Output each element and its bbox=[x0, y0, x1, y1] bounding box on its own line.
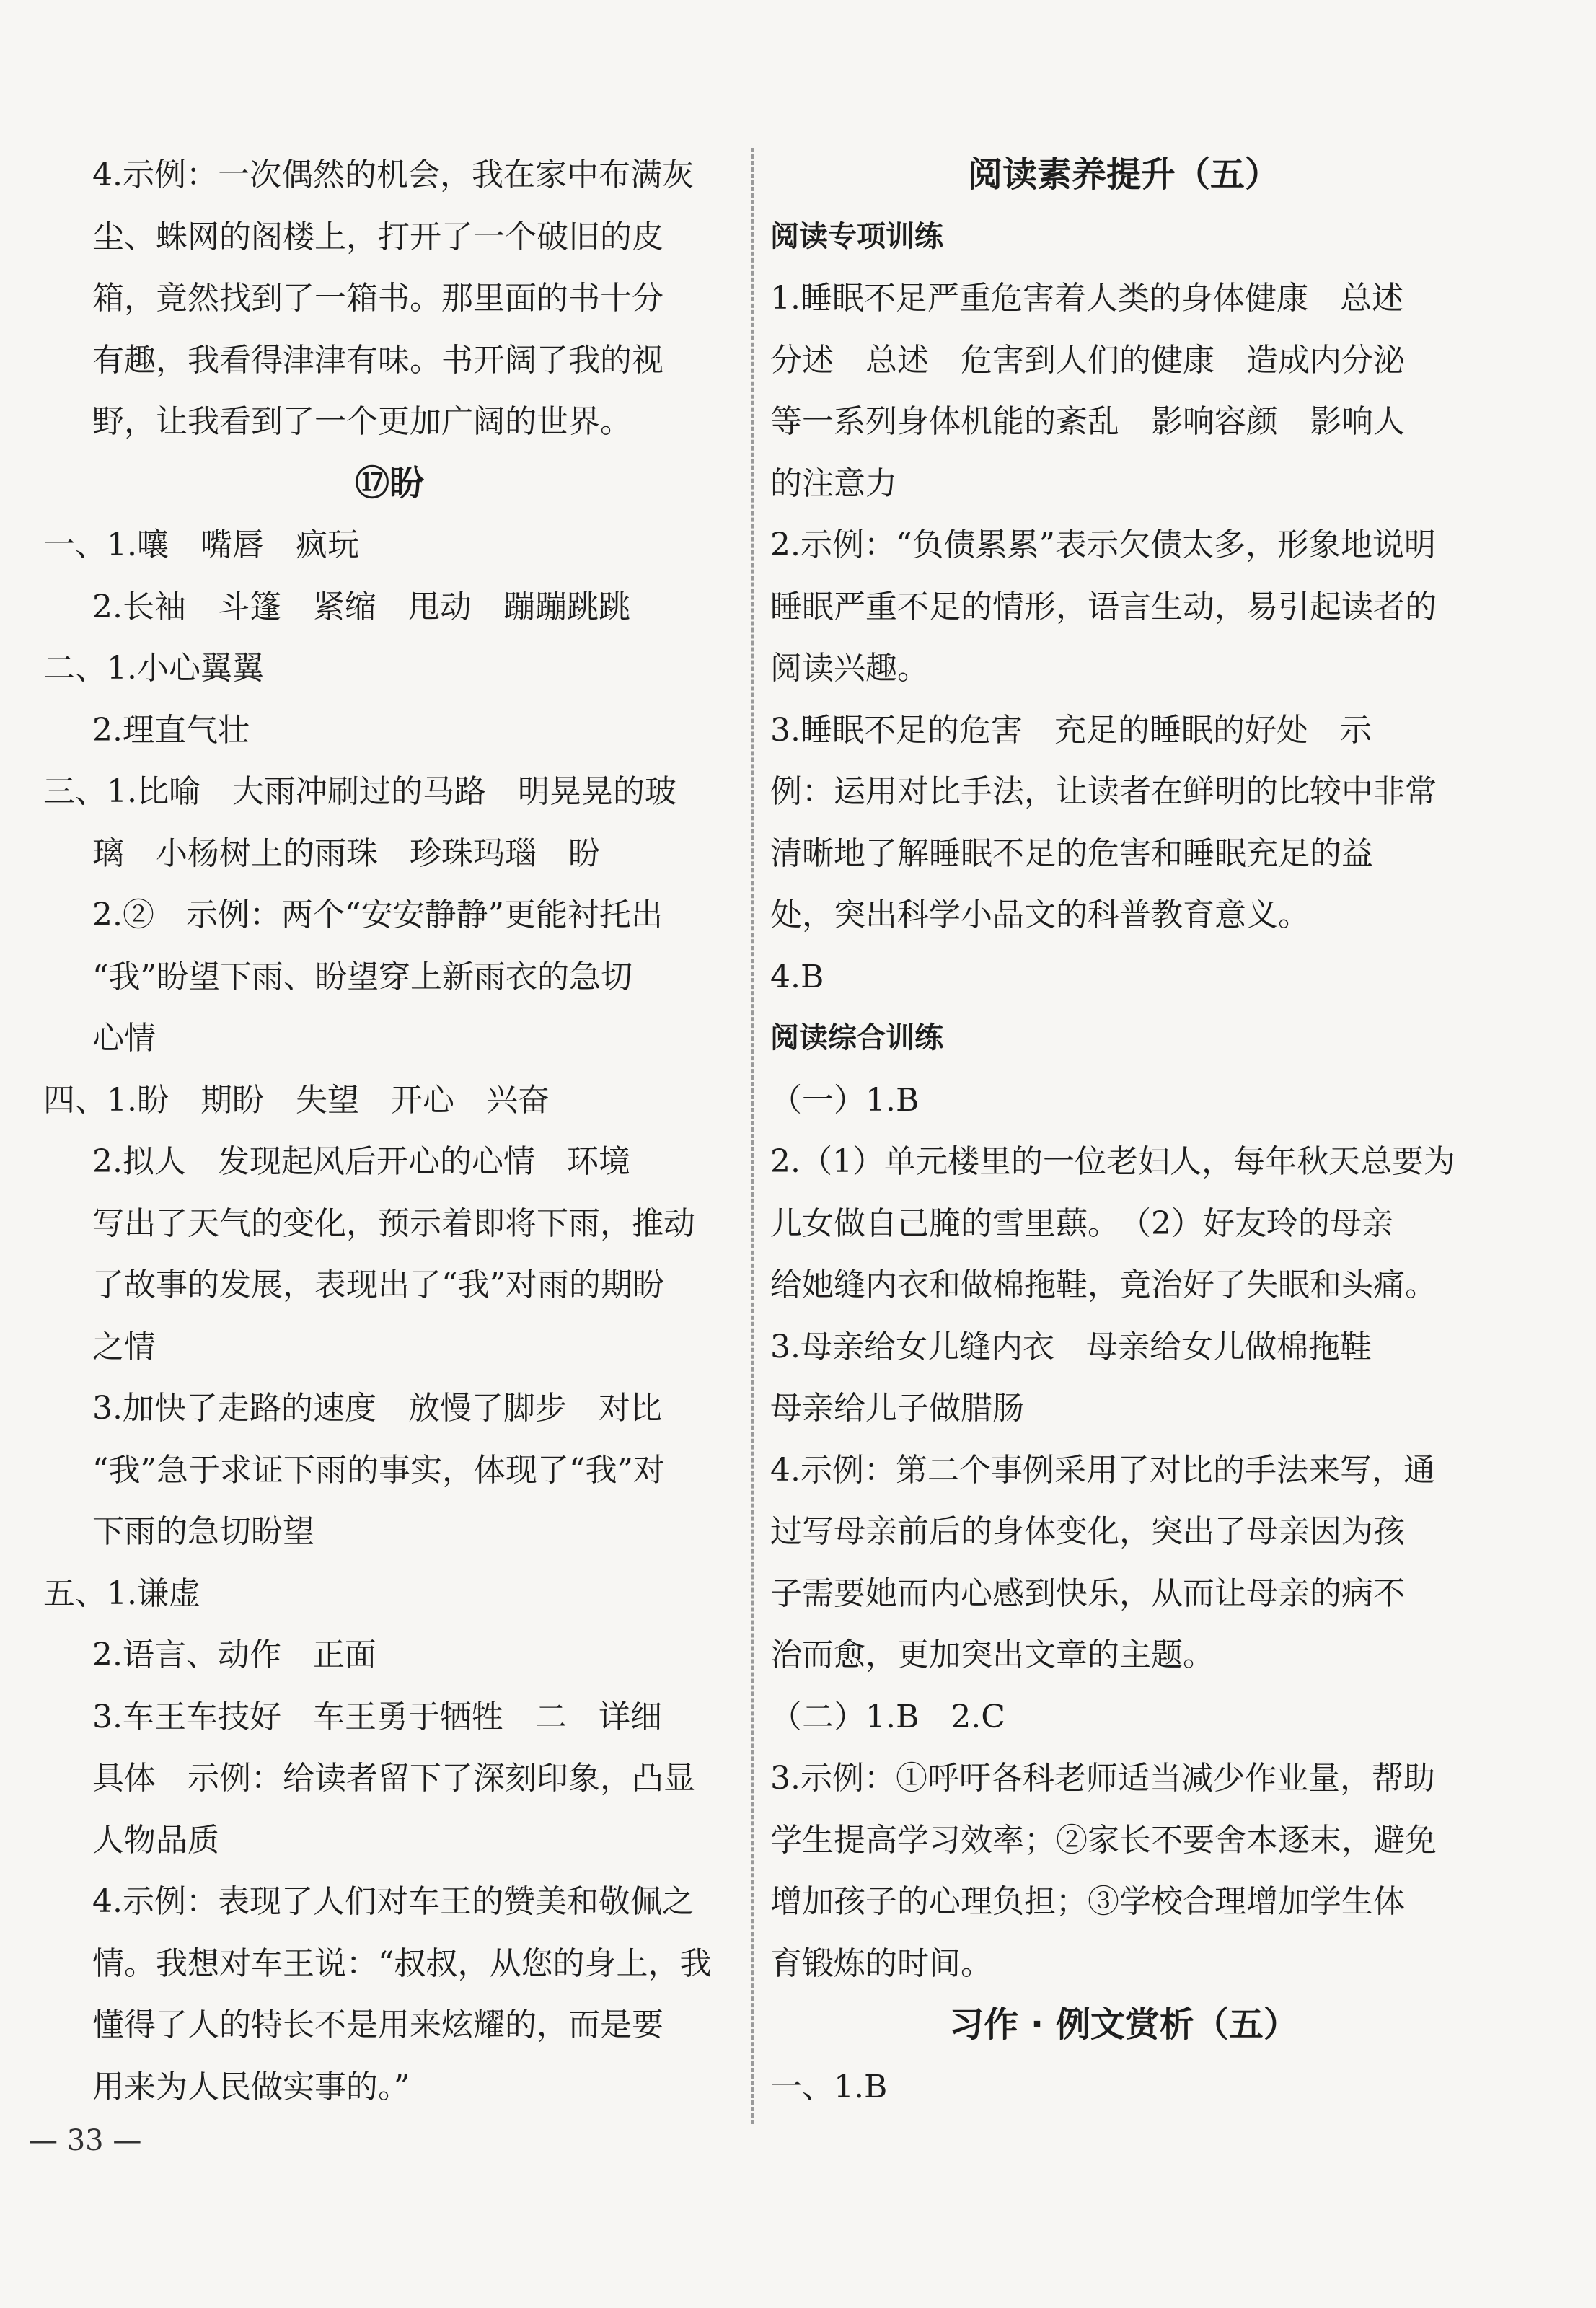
answer-line: 具体 示例：给读者留下了深刻印象，凸显 bbox=[92, 1760, 695, 1797]
answer-line: 2.示例：“负债累累”表示欠债太多，形象地说明 bbox=[770, 527, 1436, 563]
section-title: 阅读素养提升（五） bbox=[967, 154, 1279, 195]
answer-line: “我”急于求证下雨的事实，体现了“我”对 bbox=[92, 1451, 665, 1489]
answer-line: 的注意力 bbox=[770, 464, 897, 502]
answer-line: 写出了天气的变化，预示着即将下雨，推动 bbox=[92, 1204, 695, 1242]
page-number: — 33 — bbox=[29, 2124, 142, 2157]
answer-line: 4.示例：表现了人们对车王的赞美和敬佩之 bbox=[92, 1883, 694, 1920]
answer-line: 情。我想对车王说：“叔叔，从您的身上，我 bbox=[92, 1944, 712, 1982]
answer-line: 清晰地了解睡眠不足的危害和睡眠充足的益 bbox=[770, 834, 1373, 872]
answer-line: 3.车王车技好 车王勇于牺牲 二 详细 bbox=[92, 1698, 662, 1735]
answer-line: 子需要她而内心感到快乐，从而让母亲的病不 bbox=[770, 1574, 1405, 1612]
answer-line: 儿女做自己腌的雪里蕻。 （2）好友玲的母亲 bbox=[770, 1204, 1393, 1242]
answer-line: 增加孩子的心理负担；③学校合理增加学生体 bbox=[770, 1883, 1405, 1920]
answer-line: 一、1.B bbox=[770, 2068, 888, 2105]
answer-line: 2.语言、动作 正面 bbox=[92, 1637, 376, 1673]
lesson-title: ⑰盼 bbox=[354, 462, 424, 503]
answer-line: 4.B bbox=[770, 958, 824, 995]
answer-line: 五、1.谦虚 bbox=[43, 1574, 200, 1612]
answer-line: 2.② 示例：两个“安安静静”更能衬托出 bbox=[92, 897, 663, 933]
answer-line: 尘、蛛网的阁楼上，打开了一个破旧的皮 bbox=[92, 218, 663, 255]
answer-line: 用来为人民做实事的。” bbox=[92, 2068, 410, 2105]
answer-line: 箱，竟然找到了一箱书。那里面的书十分 bbox=[92, 280, 663, 317]
section-title: 习作 · 例文赏析（五） bbox=[949, 2004, 1298, 2045]
answer-line: 3.母亲给女儿缝内衣 母亲给女儿做棉拖鞋 bbox=[770, 1328, 1372, 1365]
answer-line: 2.拟人 发现起风后开心的心情 环境 bbox=[92, 1143, 630, 1180]
answer-line: 懂得了人的特长不是用来炫耀的，而是要 bbox=[92, 2007, 663, 2043]
answer-line: 2.长袖 斗篷 紧缩 甩动 蹦蹦跳跳 bbox=[92, 588, 630, 625]
answer-line: 过写母亲前后的身体变化，突出了母亲因为孩 bbox=[770, 1513, 1405, 1550]
answer-line: 3.示例：①呼吁各科老师适当减少作业量，帮助 bbox=[770, 1760, 1435, 1797]
answer-line: 治而愈，更加突出文章的主题。 bbox=[770, 1637, 1214, 1673]
answer-line: 3.睡眠不足的危害 充足的睡眠的好处 示 bbox=[770, 711, 1372, 749]
answer-line: 育锻炼的时间。 bbox=[770, 1944, 992, 1982]
answer-line: 给她缝内衣和做棉拖鞋，竟治好了失眠和头痛。 bbox=[770, 1267, 1437, 1303]
answer-line: 二、1.小心翼翼 bbox=[43, 650, 264, 687]
answer-line: 人物品质 bbox=[92, 1821, 219, 1859]
answer-line: 一、1.嚷 嘴唇 疯玩 bbox=[43, 527, 359, 563]
answer-line: 了故事的发展，表现出了“我”对雨的期盼 bbox=[92, 1267, 664, 1303]
answer-line: 之情 bbox=[92, 1328, 156, 1365]
answer-line: “我”盼望下雨、盼望穿上新雨衣的急切 bbox=[92, 958, 632, 995]
answer-line: 3.加快了走路的速度 放慢了脚步 对比 bbox=[92, 1390, 662, 1427]
answer-line: 有趣，我看得津津有味。书开阔了我的视 bbox=[92, 341, 663, 379]
column-divider bbox=[751, 148, 754, 2124]
answer-line: 分述 总述 危害到人们的健康 造成内分泌 bbox=[770, 341, 1405, 379]
answer-line: （二）1.B 2.C bbox=[770, 1698, 1005, 1735]
answer-line: 学生提高学习效率；②家长不要舍本逐末，避免 bbox=[770, 1821, 1437, 1859]
answer-line: 4.示例：一次偶然的机会，我在家中布满灰 bbox=[92, 157, 694, 193]
left-column bbox=[43, 144, 736, 2118]
answer-line: 4.示例：第二个事例采用了对比的手法来写，通 bbox=[770, 1451, 1435, 1489]
answer-line: 阅读兴趣。 bbox=[770, 650, 929, 687]
answer-line: 睡眠严重不足的情形，语言生动，易引起读者的 bbox=[770, 588, 1437, 625]
answer-line: 四、1.盼 期盼 失望 开心 兴奋 bbox=[43, 1081, 550, 1119]
answer-line: 1.睡眠不足严重危害着人类的身体健康 总述 bbox=[770, 280, 1403, 317]
subheading: 阅读综合训练 bbox=[770, 1021, 943, 1054]
subheading: 阅读专项训练 bbox=[770, 219, 943, 253]
answer-line: 母亲给儿子做腊肠 bbox=[770, 1390, 1024, 1427]
answer-line: 心情 bbox=[92, 1020, 156, 1057]
answer-line: 2.理直气壮 bbox=[92, 711, 250, 749]
answer-line: （一）1.B bbox=[770, 1081, 920, 1119]
answer-line: 三、1.比喻 大雨冲刷过的马路 明晃晃的玻 bbox=[43, 773, 676, 810]
answer-line: 2.（1）单元楼里的一位老妇人，每年秋天总要为 bbox=[770, 1143, 1455, 1180]
answer-line: 例：运用对比手法，让读者在鲜明的比较中非常 bbox=[770, 773, 1437, 810]
right-column bbox=[770, 144, 1477, 2118]
answer-line: 野，让我看到了一个更加广阔的世界。 bbox=[92, 403, 632, 440]
answer-line: 等一系列身体机能的紊乱 影响容颜 影响人 bbox=[770, 403, 1405, 440]
answer-line: 处，突出科学小品文的科普教育意义。 bbox=[770, 897, 1310, 933]
answer-line: 璃 小杨树上的雨珠 珍珠玛瑙 盼 bbox=[92, 834, 600, 872]
answer-line: 下雨的急切盼望 bbox=[92, 1513, 314, 1550]
